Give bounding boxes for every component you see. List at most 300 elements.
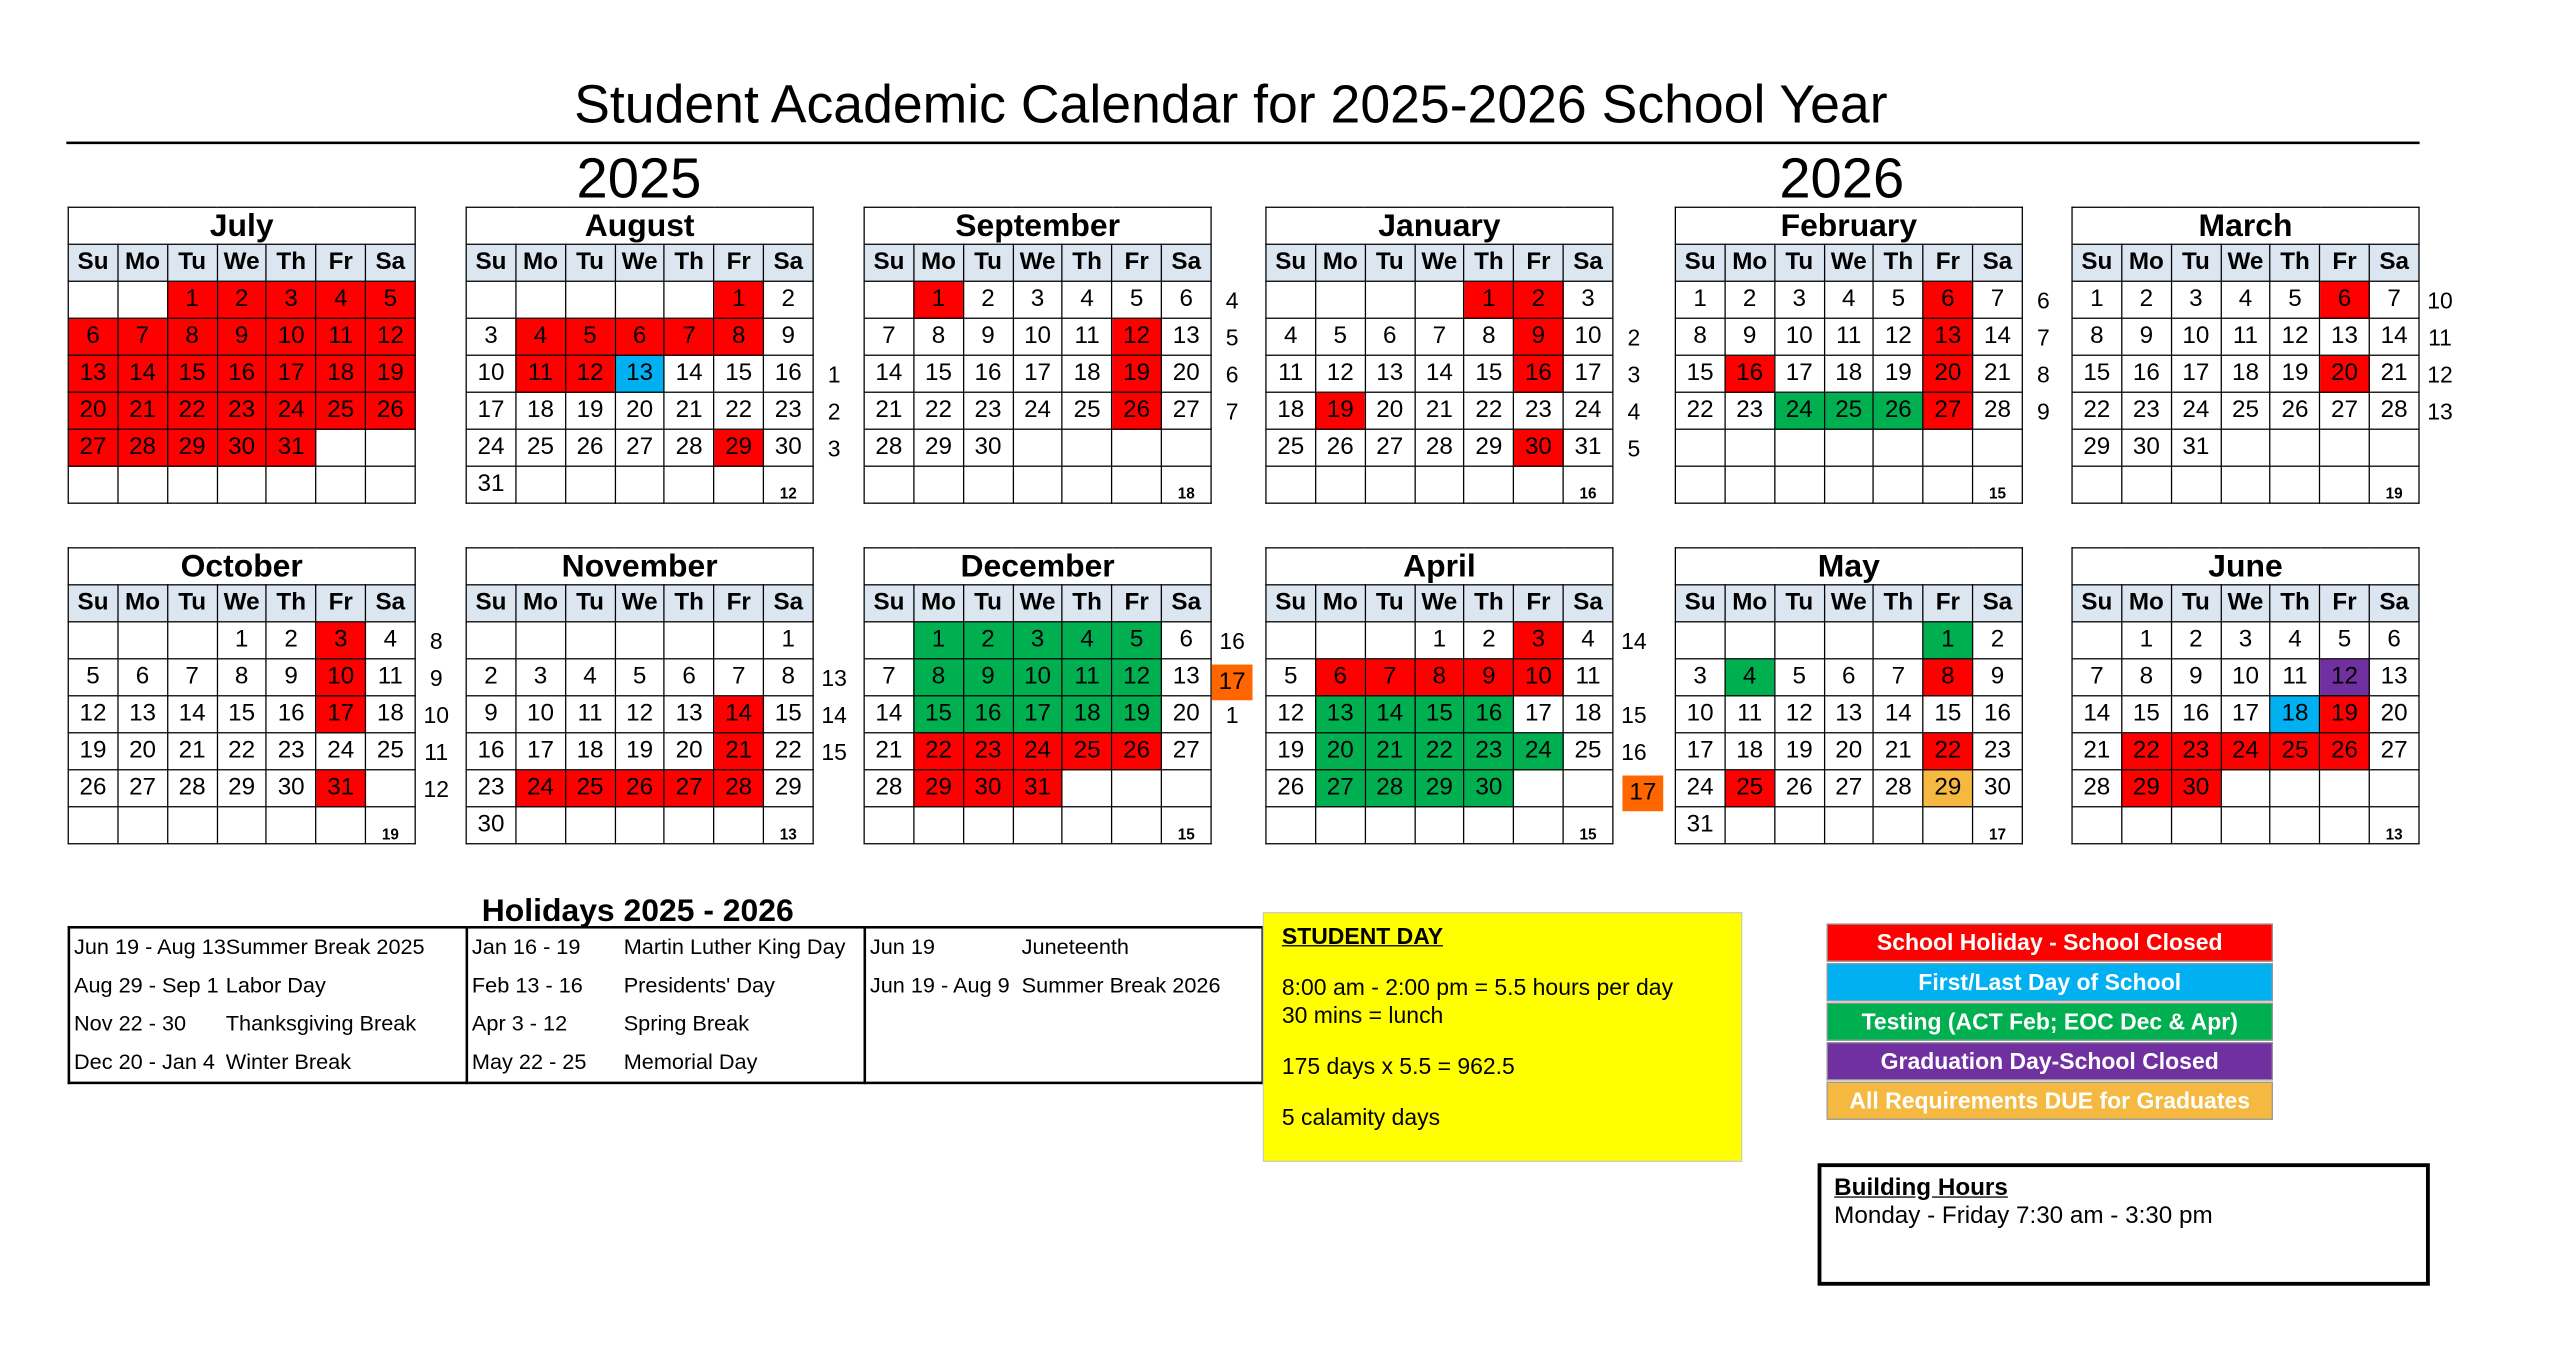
- day-cell: 26: [2270, 392, 2320, 429]
- empty-cell: [1874, 622, 1924, 659]
- day-cell: 27: [1161, 392, 1211, 429]
- day-cell: 4: [1824, 281, 1874, 318]
- day-cell: 5: [2270, 281, 2320, 318]
- day-cell: 16: [466, 733, 516, 770]
- day-cell: 24: [516, 770, 566, 807]
- empty-cell: [2270, 770, 2320, 807]
- day-cell: 11: [565, 696, 615, 733]
- empty-cell: [1725, 807, 1775, 844]
- day-cell: 24: [1774, 392, 1824, 429]
- holiday-row: [468, 967, 863, 1005]
- weekday-header: Th: [1062, 585, 1112, 622]
- day-cell: 19: [2270, 355, 2320, 392]
- legend-item: School Holiday - School Closed: [1827, 923, 2273, 961]
- day-cell: 28: [118, 429, 168, 466]
- day-cell: 10: [266, 318, 316, 355]
- empty-cell: [366, 770, 416, 807]
- day-cell: 22: [2072, 392, 2122, 429]
- empty-cell: [2270, 466, 2320, 503]
- weekday-header: Sa: [2369, 244, 2419, 281]
- day-cell: 25: [1062, 392, 1112, 429]
- empty-cell: [217, 807, 267, 844]
- day-cell: 22: [914, 392, 964, 429]
- day-cell: 15: [763, 696, 813, 733]
- month-name: June: [2072, 548, 2419, 585]
- day-cell: 17: [2221, 696, 2271, 733]
- empty-cell: [1675, 466, 1725, 503]
- day-cell: 6: [68, 318, 118, 355]
- day-cell: 27: [664, 770, 714, 807]
- weekday-header: Tu: [1365, 585, 1415, 622]
- weekday-header: Sa: [1161, 244, 1211, 281]
- day-cell: 16: [2171, 696, 2221, 733]
- holiday-row: [468, 1043, 863, 1081]
- day-cell: 10: [1013, 659, 1063, 696]
- empty-cell: [1675, 622, 1725, 659]
- weekday-header: We: [1824, 244, 1874, 281]
- day-cell: 10: [1013, 318, 1063, 355]
- day-cell: 16: [2122, 355, 2172, 392]
- day-cell: 26: [1266, 770, 1316, 807]
- day-cell: 29: [1415, 770, 1465, 807]
- day-cell: 2: [1464, 622, 1514, 659]
- day-cell: 12: [2320, 659, 2370, 696]
- day-cell: 8: [714, 318, 764, 355]
- day-cell: 13: [1161, 659, 1211, 696]
- day-cell: 26: [68, 770, 118, 807]
- day-cell: 4: [1563, 622, 1613, 659]
- month-october: [68, 547, 416, 844]
- day-cell: 8: [2122, 659, 2172, 696]
- holiday-dates: Jun 19 - Aug 13: [73, 934, 226, 960]
- empty-cell: [1725, 622, 1775, 659]
- day-cell: 21: [1973, 355, 2023, 392]
- weekday-header: Su: [2072, 244, 2122, 281]
- day-cell: 3: [1013, 281, 1063, 318]
- empty-cell: [1824, 807, 1874, 844]
- weekday-header: Th: [266, 244, 316, 281]
- day-cell: 2: [963, 622, 1013, 659]
- day-cell: 5: [1315, 318, 1365, 355]
- day-cell: 6: [1315, 659, 1365, 696]
- week-number: 3: [1627, 362, 1641, 388]
- empty-cell: [266, 466, 316, 503]
- day-cell: 29: [1464, 429, 1514, 466]
- day-cell: 20: [1161, 696, 1211, 733]
- day-cell: 13: [1365, 355, 1415, 392]
- day-cell: 1: [714, 281, 764, 318]
- month-name: April: [1266, 548, 1613, 585]
- holiday-row: [70, 967, 465, 1005]
- empty-cell: [1774, 622, 1824, 659]
- week-number: 7: [2036, 325, 2050, 351]
- weekday-header: Su: [68, 585, 118, 622]
- day-cell: 3: [2221, 622, 2271, 659]
- day-cell: 6: [615, 318, 665, 355]
- day-cell: 23: [1725, 392, 1775, 429]
- day-cell: 20: [68, 392, 118, 429]
- weekday-header: Fr: [714, 244, 764, 281]
- holiday-name: Labor Day: [225, 973, 326, 998]
- day-cell: 12: [2270, 318, 2320, 355]
- empty-cell: [1365, 622, 1415, 659]
- day-cell: 17: [266, 355, 316, 392]
- empty-cell: [2369, 770, 2419, 807]
- orange-week-marker: 17: [1622, 776, 1663, 812]
- weekday-header: Tu: [963, 585, 1013, 622]
- day-cell: 11: [1062, 318, 1112, 355]
- weekday-header: Mo: [1725, 585, 1775, 622]
- weekday-header: Tu: [167, 244, 217, 281]
- day-cell: 26: [565, 429, 615, 466]
- day-cell: 18: [1062, 696, 1112, 733]
- empty-cell: [118, 807, 168, 844]
- day-cell: 3: [2171, 281, 2221, 318]
- empty-cell: [2270, 429, 2320, 466]
- day-cell: 15: [217, 696, 267, 733]
- day-cell: 6: [1824, 659, 1874, 696]
- empty-cell: [1725, 429, 1775, 466]
- holiday-row: [468, 929, 863, 967]
- day-cell: 16: [963, 355, 1013, 392]
- day-cell: 5: [1266, 659, 1316, 696]
- day-cell: 7: [664, 318, 714, 355]
- week-number: 11: [424, 739, 449, 766]
- empty-cell: [2221, 807, 2271, 844]
- school-day-count: 13: [763, 807, 813, 844]
- day-cell: 10: [2171, 318, 2221, 355]
- day-cell: 1: [914, 281, 964, 318]
- month-july: [68, 207, 416, 504]
- school-day-count: 15: [1563, 807, 1613, 844]
- empty-cell: [1365, 807, 1415, 844]
- student-day-calamity: 5 calamity days: [1281, 1104, 1441, 1131]
- day-cell: 20: [118, 733, 168, 770]
- day-cell: 30: [763, 429, 813, 466]
- empty-cell: [1874, 429, 1924, 466]
- day-cell: 22: [217, 733, 267, 770]
- day-cell: 15: [1464, 355, 1514, 392]
- school-day-count: 17: [1973, 807, 2023, 844]
- month-june: [2071, 547, 2419, 844]
- month-march: [2071, 207, 2419, 504]
- day-cell: 25: [516, 429, 566, 466]
- day-cell: 21: [864, 392, 914, 429]
- month-january: [1265, 207, 1613, 504]
- day-cell: 10: [1675, 696, 1725, 733]
- day-cell: 1: [2072, 281, 2122, 318]
- holiday-row: [70, 1005, 465, 1043]
- day-cell: 29: [1923, 770, 1973, 807]
- empty-cell: [1365, 466, 1415, 503]
- day-cell: 24: [1013, 392, 1063, 429]
- day-cell: 17: [466, 392, 516, 429]
- day-cell: 4: [565, 659, 615, 696]
- building-hours-title: Building Hours: [1834, 1174, 2008, 1202]
- day-cell: 9: [2171, 659, 2221, 696]
- empty-cell: [1266, 622, 1316, 659]
- weekday-header: Fr: [316, 585, 366, 622]
- empty-cell: [1514, 770, 1564, 807]
- day-cell: 4: [2221, 281, 2271, 318]
- day-cell: 17: [1514, 696, 1564, 733]
- weekday-header: Fr: [2320, 244, 2370, 281]
- week-number: 1: [1225, 702, 1239, 729]
- holiday-name: Presidents' Day: [623, 973, 775, 998]
- day-cell: 20: [2369, 696, 2419, 733]
- day-cell: 13: [1161, 318, 1211, 355]
- day-cell: 5: [366, 281, 416, 318]
- empty-cell: [1563, 770, 1613, 807]
- day-cell: 18: [2221, 355, 2271, 392]
- empty-cell: [2221, 429, 2271, 466]
- day-cell: 15: [1415, 696, 1465, 733]
- weekday-header: Mo: [1315, 585, 1365, 622]
- day-cell: 23: [217, 392, 267, 429]
- day-cell: 29: [763, 770, 813, 807]
- weekday-header: We: [217, 585, 267, 622]
- day-cell: 10: [1774, 318, 1824, 355]
- day-cell: 20: [1824, 733, 1874, 770]
- weekday-header: Fr: [1112, 244, 1162, 281]
- day-cell: 22: [914, 733, 964, 770]
- day-cell: 12: [1774, 696, 1824, 733]
- day-cell: 15: [167, 355, 217, 392]
- weekday-header: We: [1415, 585, 1465, 622]
- day-cell: 16: [266, 696, 316, 733]
- empty-cell: [1266, 281, 1316, 318]
- day-cell: 22: [1923, 733, 1973, 770]
- day-cell: 25: [1824, 392, 1874, 429]
- empty-cell: [1112, 429, 1162, 466]
- title-divider: [66, 142, 2419, 145]
- day-cell: 18: [516, 392, 566, 429]
- day-cell: 6: [1161, 281, 1211, 318]
- empty-cell: [1315, 281, 1365, 318]
- weekday-header: We: [217, 244, 267, 281]
- day-cell: 2: [1973, 622, 2023, 659]
- day-cell: 23: [963, 733, 1013, 770]
- day-cell: 5: [1112, 622, 1162, 659]
- weekday-header: Mo: [118, 244, 168, 281]
- month-name: October: [68, 548, 415, 585]
- holiday-name: Summer Break 2026: [1021, 973, 1221, 998]
- day-cell: 27: [2369, 733, 2419, 770]
- empty-cell: [963, 807, 1013, 844]
- day-cell: 16: [1514, 355, 1564, 392]
- empty-cell: [2320, 807, 2370, 844]
- day-cell: 12: [1315, 355, 1365, 392]
- holiday-dates: Jun 19: [869, 934, 936, 960]
- day-cell: 18: [1266, 392, 1316, 429]
- weekday-header: Tu: [565, 244, 615, 281]
- empty-cell: [914, 466, 964, 503]
- day-cell: 31: [316, 770, 366, 807]
- day-cell: 14: [167, 696, 217, 733]
- week-number: 9: [2036, 399, 2050, 425]
- day-cell: 7: [167, 659, 217, 696]
- day-cell: 20: [2320, 355, 2370, 392]
- day-cell: 14: [864, 355, 914, 392]
- day-cell: 3: [1774, 281, 1824, 318]
- day-cell: 26: [1874, 392, 1924, 429]
- weekday-header: Tu: [565, 585, 615, 622]
- day-cell: 11: [1266, 355, 1316, 392]
- week-number: 12: [423, 776, 449, 803]
- day-cell: 12: [565, 355, 615, 392]
- day-cell: 1: [1675, 281, 1725, 318]
- weekday-header: Mo: [1725, 244, 1775, 281]
- day-cell: 17: [516, 733, 566, 770]
- school-day-count: 16: [1563, 466, 1613, 503]
- empty-cell: [1062, 429, 1112, 466]
- legend-item: Testing (ACT Feb; EOC Dec & Apr): [1827, 1003, 2273, 1041]
- day-cell: 9: [1464, 659, 1514, 696]
- empty-cell: [2072, 807, 2122, 844]
- day-cell: 23: [1973, 733, 2023, 770]
- empty-cell: [118, 622, 168, 659]
- day-cell: 26: [615, 770, 665, 807]
- empty-cell: [167, 466, 217, 503]
- day-cell: 17: [1563, 355, 1613, 392]
- day-cell: 9: [963, 659, 1013, 696]
- weekday-header: Th: [1464, 585, 1514, 622]
- empty-cell: [615, 622, 665, 659]
- holiday-row: [70, 929, 465, 967]
- day-cell: 20: [1923, 355, 1973, 392]
- weekday-header: Sa: [1973, 585, 2023, 622]
- day-cell: 23: [266, 733, 316, 770]
- day-cell: 12: [366, 318, 416, 355]
- day-cell: 21: [2072, 733, 2122, 770]
- day-cell: 2: [466, 659, 516, 696]
- day-cell: 9: [466, 696, 516, 733]
- day-cell: 3: [466, 318, 516, 355]
- holiday-dates: Feb 13 - 16: [471, 973, 583, 998]
- day-cell: 15: [1675, 355, 1725, 392]
- day-cell: 19: [366, 355, 416, 392]
- empty-cell: [316, 807, 366, 844]
- day-cell: 25: [316, 392, 366, 429]
- student-day-box: [1263, 912, 1743, 1162]
- day-cell: 4: [2270, 622, 2320, 659]
- empty-cell: [316, 466, 366, 503]
- holiday-name: Spring Break: [623, 1011, 750, 1036]
- day-cell: 3: [316, 622, 366, 659]
- empty-cell: [516, 622, 566, 659]
- day-cell: 27: [118, 770, 168, 807]
- month-name: March: [2072, 207, 2419, 244]
- day-cell: 11: [1062, 659, 1112, 696]
- day-cell: 9: [1973, 659, 2023, 696]
- month-name: February: [1675, 207, 2022, 244]
- empty-cell: [167, 807, 217, 844]
- weekday-header: Mo: [2122, 244, 2172, 281]
- day-cell: 13: [118, 696, 168, 733]
- weekday-header: Sa: [366, 585, 416, 622]
- weekday-header: Su: [1675, 244, 1725, 281]
- day-cell: 2: [963, 281, 1013, 318]
- week-number: 13: [2427, 399, 2453, 425]
- week-number: 2: [827, 399, 841, 425]
- weekday-header: Mo: [118, 585, 168, 622]
- empty-cell: [1112, 466, 1162, 503]
- weekday-header: Su: [466, 585, 516, 622]
- month-name: November: [466, 548, 813, 585]
- empty-cell: [864, 281, 914, 318]
- weekday-header: We: [2221, 585, 2271, 622]
- week-number: 11: [2428, 325, 2452, 351]
- empty-cell: [1923, 466, 1973, 503]
- weekday-header: Mo: [2122, 585, 2172, 622]
- empty-cell: [963, 466, 1013, 503]
- day-cell: 3: [1514, 622, 1564, 659]
- day-cell: 18: [366, 696, 416, 733]
- day-cell: 16: [763, 355, 813, 392]
- day-cell: 26: [1112, 733, 1162, 770]
- day-cell: 13: [68, 355, 118, 392]
- day-cell: 23: [2122, 392, 2172, 429]
- day-cell: 25: [1563, 733, 1613, 770]
- empty-cell: [2320, 466, 2370, 503]
- empty-cell: [366, 429, 416, 466]
- day-cell: 12: [68, 696, 118, 733]
- day-cell: 30: [963, 770, 1013, 807]
- empty-cell: [2320, 429, 2370, 466]
- school-day-count: 18: [1161, 466, 1211, 503]
- weekday-header: Sa: [1563, 585, 1613, 622]
- holiday-row: [866, 929, 1261, 967]
- day-cell: 24: [266, 392, 316, 429]
- weekday-header: Th: [2270, 585, 2320, 622]
- weekday-header: Mo: [516, 244, 566, 281]
- empty-cell: [1824, 466, 1874, 503]
- day-cell: 1: [914, 622, 964, 659]
- day-cell: 13: [2369, 659, 2419, 696]
- day-cell: 9: [1725, 318, 1775, 355]
- day-cell: 22: [1415, 733, 1465, 770]
- day-cell: 15: [714, 355, 764, 392]
- day-cell: 27: [1923, 392, 1973, 429]
- day-cell: 15: [1923, 696, 1973, 733]
- day-cell: 8: [914, 659, 964, 696]
- day-cell: 5: [1774, 659, 1824, 696]
- day-cell: 11: [1563, 659, 1613, 696]
- weekday-header: We: [2221, 244, 2271, 281]
- empty-cell: [1062, 466, 1112, 503]
- day-cell: 24: [2221, 733, 2271, 770]
- day-cell: 24: [1563, 392, 1613, 429]
- empty-cell: [1514, 466, 1564, 503]
- day-cell: 1: [167, 281, 217, 318]
- day-cell: 10: [516, 696, 566, 733]
- day-cell: 20: [1161, 355, 1211, 392]
- weekday-header: Su: [2072, 585, 2122, 622]
- day-cell: 30: [963, 429, 1013, 466]
- holiday-dates: Jun 19 - Aug 9: [869, 973, 1010, 998]
- empty-cell: [1266, 466, 1316, 503]
- day-cell: 19: [1266, 733, 1316, 770]
- day-cell: 6: [118, 659, 168, 696]
- school-day-count: 13: [2369, 807, 2419, 844]
- empty-cell: [2171, 466, 2221, 503]
- month-name: January: [1266, 207, 1613, 244]
- day-cell: 8: [217, 659, 267, 696]
- weekday-header: Mo: [914, 244, 964, 281]
- day-cell: 21: [864, 733, 914, 770]
- day-cell: 20: [615, 392, 665, 429]
- empty-cell: [217, 466, 267, 503]
